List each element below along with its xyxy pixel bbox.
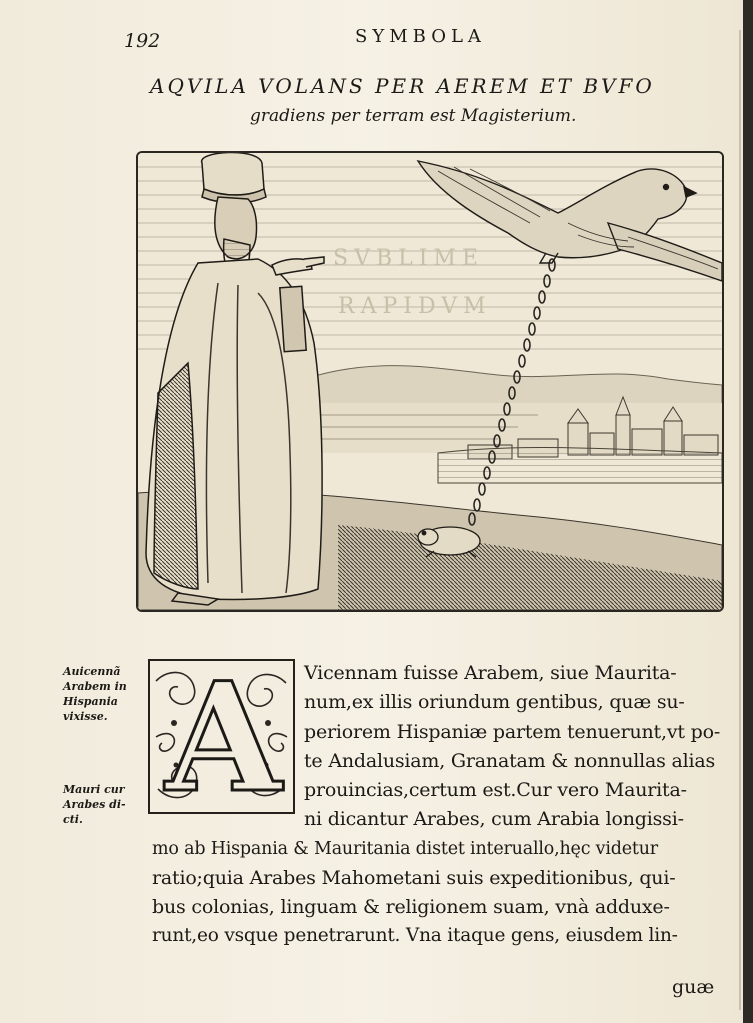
engraving-illustration [138,153,722,610]
catchword: guæ [672,976,715,998]
decorated-initial [148,659,295,814]
body-line-9: bus colonias, linguam & religionem suam, vnà adduxe- [152,896,670,918]
show-through-text-1: SVBLIME [333,246,485,271]
page-gutter-shadow [743,0,753,1023]
body-line-1: Vicennam fuisse Arabem, siue Maurita- [304,662,677,684]
engraving-plate [136,151,724,612]
body-line-10: runt,eo vsque penetrarunt. Vna itaque gens, eiusdem lin- [152,925,678,946]
margin-note-mauri: Mauri cur Arabes di- cti. [63,783,126,826]
margin-note-avicenna: Auicennã Arabem in Hispania vixisse. [63,665,127,723]
initial-letter: A [165,659,282,814]
running-head: SYMBOLA [355,26,486,47]
body-line-3: periorem Hispaniæ partem tenuerunt,vt po- [304,721,721,743]
body-line-5: prouincias,certum est.Cur vero Maurita- [304,779,687,801]
show-through-text-2: RAPIDVM [338,294,492,319]
page-edge-line [739,30,741,1010]
page-number: 192 [124,30,161,52]
body-line-8: ratio;quia Arabes Mahometani suis expeditionibus, qui- [152,867,676,889]
town-hill [438,448,722,483]
body-line-6: ni dicantur Arabes, cum Arabia longissi- [304,808,684,830]
body-line-2: num,ex illis oriundum gentibus, quæ su- [304,691,685,713]
emblem-title-line-2: gradiens per terram est Magisterium. [250,106,577,126]
emblem-title-line-1: AQVILA VOLANS PER AEREM ET BVFO [150,74,655,98]
body-line-7: mo ab Hispania & Mauritania distet interuallo,hęc videtur [152,839,658,859]
body-line-4: te Andalusiam, Granatam & nonnullas alias [304,750,716,772]
